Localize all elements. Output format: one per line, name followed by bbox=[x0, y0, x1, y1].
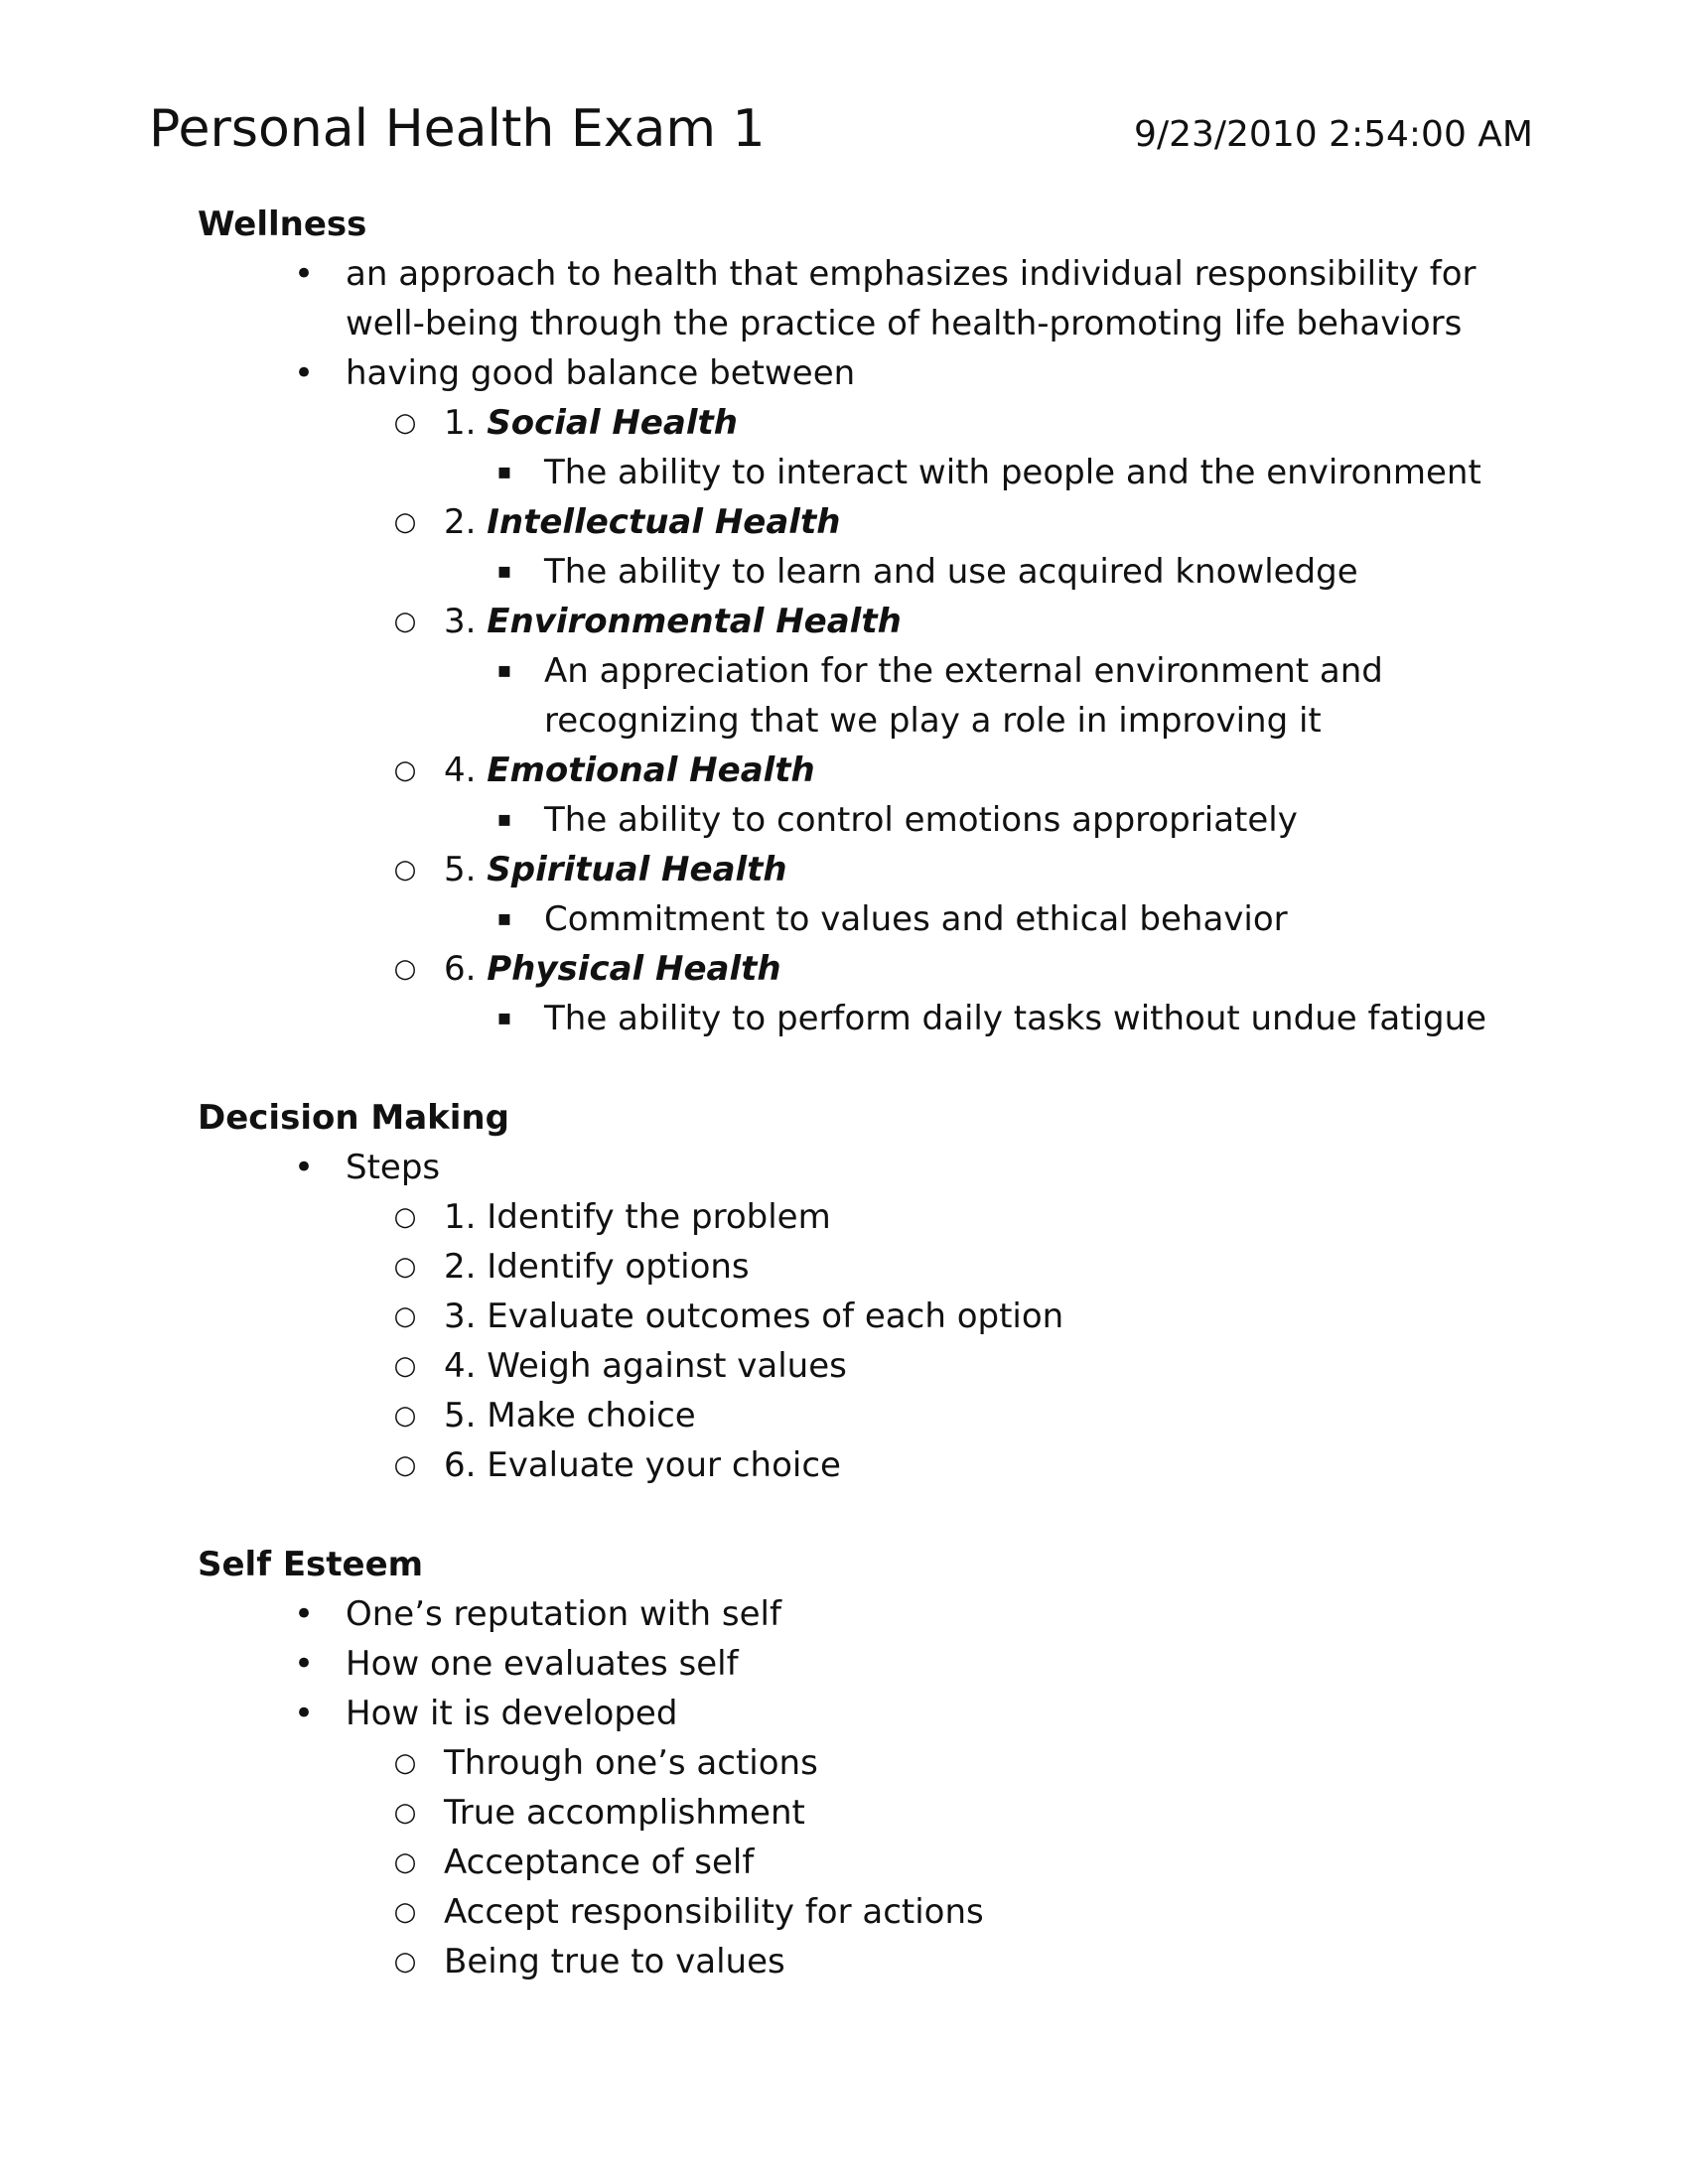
circle-bullet-icon: ○ bbox=[393, 1252, 417, 1282]
section-spacer bbox=[0, 1043, 1688, 1093]
list-item bbox=[0, 845, 1688, 894]
steps-label: Steps bbox=[346, 1148, 441, 1187]
list-item bbox=[0, 348, 1688, 398]
list-item bbox=[0, 1788, 1688, 1838]
circle-bullet-icon: ○ bbox=[393, 1301, 417, 1331]
dimension-title bbox=[444, 845, 787, 894]
circle-bullet-icon: ○ bbox=[393, 1947, 417, 1977]
page-date: 9/23/2010 2:54:00 AM bbox=[1134, 114, 1533, 155]
list-item bbox=[0, 1887, 1688, 1937]
dimension-description: The ability to interact with people and the environment bbox=[544, 453, 1481, 492]
development-item: Being true to values bbox=[444, 1942, 785, 1981]
dimension-title bbox=[444, 746, 815, 795]
list-item bbox=[0, 1143, 1688, 1192]
dimension-description: An appreciation for the external environment and bbox=[544, 651, 1383, 691]
section-heading-wellness: Wellness bbox=[198, 205, 367, 244]
circle-bullet-icon: ○ bbox=[393, 507, 417, 537]
circle-bullet-icon: ○ bbox=[393, 755, 417, 785]
dimension-title bbox=[444, 398, 738, 448]
section-heading-decision-making: Decision Making bbox=[198, 1098, 509, 1138]
wellness-definition-line1: an approach to health that emphasizes individual responsibility for bbox=[346, 254, 1477, 294]
list-item bbox=[0, 1242, 1688, 1292]
section-spacer bbox=[0, 1490, 1688, 1540]
self-esteem-point: One’s reputation with self bbox=[346, 1594, 781, 1634]
dimension-name: Physical Health bbox=[487, 949, 781, 989]
self-esteem-point: How one evaluates self bbox=[346, 1644, 739, 1684]
disc-bullet-icon: • bbox=[294, 254, 315, 294]
dimension-name: Intellectual Health bbox=[487, 502, 841, 542]
list-item bbox=[0, 448, 1688, 497]
square-bullet-icon: ▪ bbox=[496, 460, 512, 484]
square-bullet-icon: ▪ bbox=[496, 559, 512, 584]
dimension-description: Commitment to values and ethical behavior bbox=[544, 899, 1288, 939]
dimension-description: The ability to control emotions appropriately bbox=[544, 800, 1298, 840]
decision-step: 4. Weigh against values bbox=[444, 1346, 847, 1386]
document-body bbox=[0, 200, 1688, 1986]
decision-step: 2. Identify options bbox=[444, 1247, 750, 1287]
list-item bbox=[0, 249, 1688, 299]
decision-step: 5. Make choice bbox=[444, 1396, 696, 1435]
circle-bullet-icon: ○ bbox=[393, 1748, 417, 1778]
square-bullet-icon: ▪ bbox=[496, 658, 512, 683]
dimension-title bbox=[444, 497, 840, 547]
self-esteem-point: How it is developed bbox=[346, 1694, 678, 1733]
decision-step: 1. Identify the problem bbox=[444, 1197, 831, 1237]
list-item bbox=[0, 597, 1688, 646]
dimension-description-line2: recognizing that we play a role in improving it bbox=[544, 701, 1322, 741]
decision-step: 6. Evaluate your choice bbox=[444, 1445, 841, 1485]
list-item bbox=[0, 1838, 1688, 1887]
development-item: True accomplishment bbox=[444, 1793, 805, 1833]
decision-step: 3. Evaluate outcomes of each option bbox=[444, 1297, 1064, 1336]
square-bullet-icon: ▪ bbox=[496, 906, 512, 931]
list-item bbox=[0, 1689, 1688, 1738]
list-item-continuation bbox=[0, 299, 1688, 348]
dimension-number: 6. bbox=[444, 949, 477, 989]
list-item bbox=[0, 398, 1688, 448]
list-item bbox=[0, 1292, 1688, 1341]
section-heading-self-esteem: Self Esteem bbox=[198, 1545, 424, 1584]
list-item bbox=[0, 1589, 1688, 1639]
list-item bbox=[0, 944, 1688, 994]
development-item: Acceptance of self bbox=[444, 1843, 755, 1882]
dimension-number: 1. bbox=[444, 403, 477, 443]
dimension-number: 3. bbox=[444, 602, 477, 641]
circle-bullet-icon: ○ bbox=[393, 1847, 417, 1877]
dimension-number: 4. bbox=[444, 751, 477, 790]
list-item bbox=[0, 1937, 1688, 1986]
circle-bullet-icon: ○ bbox=[393, 1202, 417, 1232]
circle-bullet-icon: ○ bbox=[393, 1351, 417, 1381]
list-item bbox=[0, 547, 1688, 597]
dimension-name: Environmental Health bbox=[487, 602, 902, 641]
dimension-description: The ability to learn and use acquired knowledge bbox=[544, 552, 1358, 592]
circle-bullet-icon: ○ bbox=[393, 1401, 417, 1431]
disc-bullet-icon: • bbox=[294, 1594, 315, 1634]
dimension-description: The ability to perform daily tasks without undue fatigue bbox=[544, 999, 1487, 1038]
list-item bbox=[0, 497, 1688, 547]
list-item bbox=[0, 994, 1688, 1043]
list-item-continuation bbox=[0, 696, 1688, 746]
wellness-definition-line2: well-being through the practice of health-promoting life behaviors bbox=[346, 304, 1463, 343]
list-item bbox=[0, 894, 1688, 944]
square-bullet-icon: ▪ bbox=[496, 1006, 512, 1030]
development-item: Accept responsibility for actions bbox=[444, 1892, 984, 1932]
dimension-title bbox=[444, 944, 781, 994]
page-title: Personal Health Exam 1 bbox=[149, 99, 766, 159]
circle-bullet-icon: ○ bbox=[393, 855, 417, 885]
circle-bullet-icon: ○ bbox=[393, 1798, 417, 1828]
development-item: Through one’s actions bbox=[444, 1743, 818, 1783]
list-item bbox=[0, 1192, 1688, 1242]
dimension-number: 5. bbox=[444, 850, 477, 889]
list-item bbox=[0, 1639, 1688, 1689]
list-item bbox=[0, 746, 1688, 795]
circle-bullet-icon: ○ bbox=[393, 607, 417, 636]
circle-bullet-icon: ○ bbox=[393, 954, 417, 984]
circle-bullet-icon: ○ bbox=[393, 1897, 417, 1927]
list-item bbox=[0, 1391, 1688, 1440]
dimension-name: Emotional Health bbox=[487, 751, 815, 790]
list-item bbox=[0, 1341, 1688, 1391]
disc-bullet-icon: • bbox=[294, 353, 315, 393]
list-item bbox=[0, 1738, 1688, 1788]
dimension-name: Social Health bbox=[487, 403, 738, 443]
disc-bullet-icon: • bbox=[294, 1694, 315, 1733]
square-bullet-icon: ▪ bbox=[496, 807, 512, 832]
dimension-title bbox=[444, 597, 902, 646]
disc-bullet-icon: • bbox=[294, 1148, 315, 1187]
list-item bbox=[0, 1440, 1688, 1490]
dimension-name: Spiritual Health bbox=[487, 850, 787, 889]
disc-bullet-icon: • bbox=[294, 1644, 315, 1684]
circle-bullet-icon: ○ bbox=[393, 1450, 417, 1480]
wellness-balance: having good balance between bbox=[346, 353, 856, 393]
circle-bullet-icon: ○ bbox=[393, 408, 417, 438]
list-item bbox=[0, 646, 1688, 696]
dimension-number: 2. bbox=[444, 502, 477, 542]
list-item bbox=[0, 795, 1688, 845]
